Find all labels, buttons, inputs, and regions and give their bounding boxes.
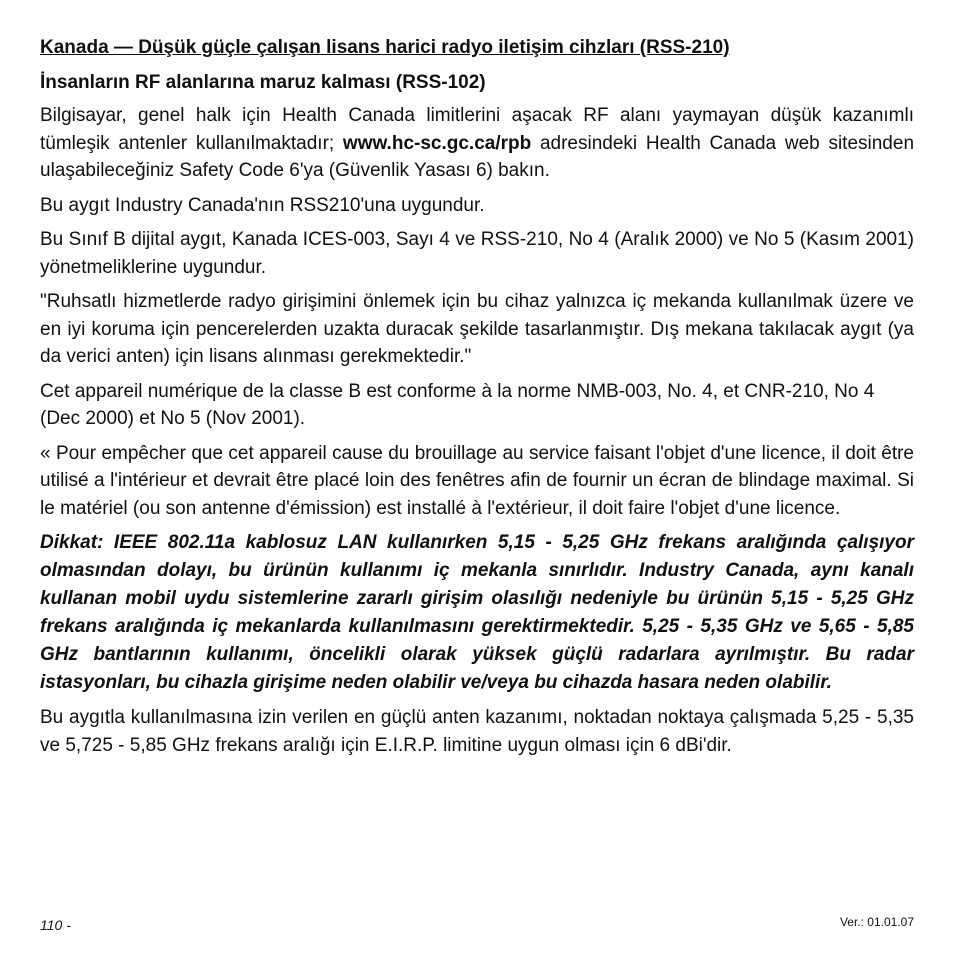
section-heading: Kanada — Düşük güçle çalışan lisans harici radyo iletişim cihzları (RSS-210) [40, 37, 730, 58]
paragraph-french-nmb003: Cet appareil numérique de la classe B est conforme à la norme NMB-003, No. 4, et CNR-210, No 4 (Dec 2000) et No 5 (Nov 2001). [40, 380, 875, 429]
health-canada-link[interactable]: www.hc-sc.gc.ca/rpb [342, 132, 532, 154]
paragraph-rf-exposure-text: Bilgisayar, genel halk için Health Canada limitlerini aşacak RF alanı yaymayan düşük kazanımlı tümleşik antenler kullanılmaktadır; [40, 105, 914, 154]
warning-paragraph: Dikkat: IEEE 802.11a kablosuz LAN kullanırken 5,15 - 5,25 GHz frekans aralığında çalışıyor olmasından dolayı, bu ürünün kullanımı iç mekanla sınırlıdır. Industry Canada, aynı kanalı kullanan mobil uydu sistemlerine zararlı girişim olasılığı nedeniyle bu ürünün 5,15 - 5,25 GHz frekans aralığında iç mekanlarda kullanılmasını gerektirmektedir. 5,25 - 5,35 GHz ve 5,65 - 5,85 GHz bantlarının kullanımı, öncelikli olarak yüksek güçlü radarlara ayrılmıştır. Bu radar istasyonları, bu cihazla girişime neden olabilir ve/veya bu cihazda hasara neden olabilir. [40, 532, 914, 693]
paragraph-rf-exposure-text-end: adresindeki Health Canada web sitesinden ulaşabileceğiniz Safety Code 6'ya (Güvenlik Yasası 6) bakın. [40, 132, 915, 181]
document-body [40, 34, 914, 766]
paragraph-rf-exposure [40, 102, 914, 185]
paragraph-ices003: Bu Sınıf B dijital aygıt, Kanada ICES-003, Sayı 4 ve RSS-210, No 4 (Aralık 2000) ve No 5 (Kasım 2001) yönetmeliklerine uygundur. [40, 229, 914, 278]
paragraph-rss210: Bu aygıt Industry Canada'nın RSS210'una uygundur. [40, 194, 485, 216]
paragraph-licensed-services: "Ruhsatlı hizmetlerde radyo girişimini önlemek için bu cihaz yalnızca iç mekanda kullanılmak üzere ve en iyi koruma için pencerelerden uzakta duracak şekilde tasarlanmıştır. Dış mekana takılacak aygıt (ya da verici anten) için lisans alınması gerekmektedir." [40, 291, 914, 367]
page-number: 110 - [40, 917, 71, 933]
paragraph-french-licence: « Pour empêcher que cet appareil cause du brouillage au service faisant l'objet d'une licence, il doit être utilisé a l'intérieur et devrait être placé loin des fenêtres afin de fournir un écran de blindage maximal. Si le matériel (ou son antenne d'émission) est installé à l'extérieur, il doit faire l'objet d'une licence. [40, 442, 914, 519]
paragraph-antenna-gain: Bu aygıtla kullanılmasına izin verilen en güçlü anten kazanımı, noktadan noktaya çalışmada 5,25 - 5,35 ve 5,725 - 5,85 GHz frekans aralığı için E.I.R.P. limitine uygun olması için 6 dBi'dir. [40, 707, 914, 756]
version-label: Ver.: 01.01.07 [839, 915, 914, 929]
subsection-heading: İnsanların RF alanlarına maruz kalması (RSS-102) [40, 72, 486, 93]
